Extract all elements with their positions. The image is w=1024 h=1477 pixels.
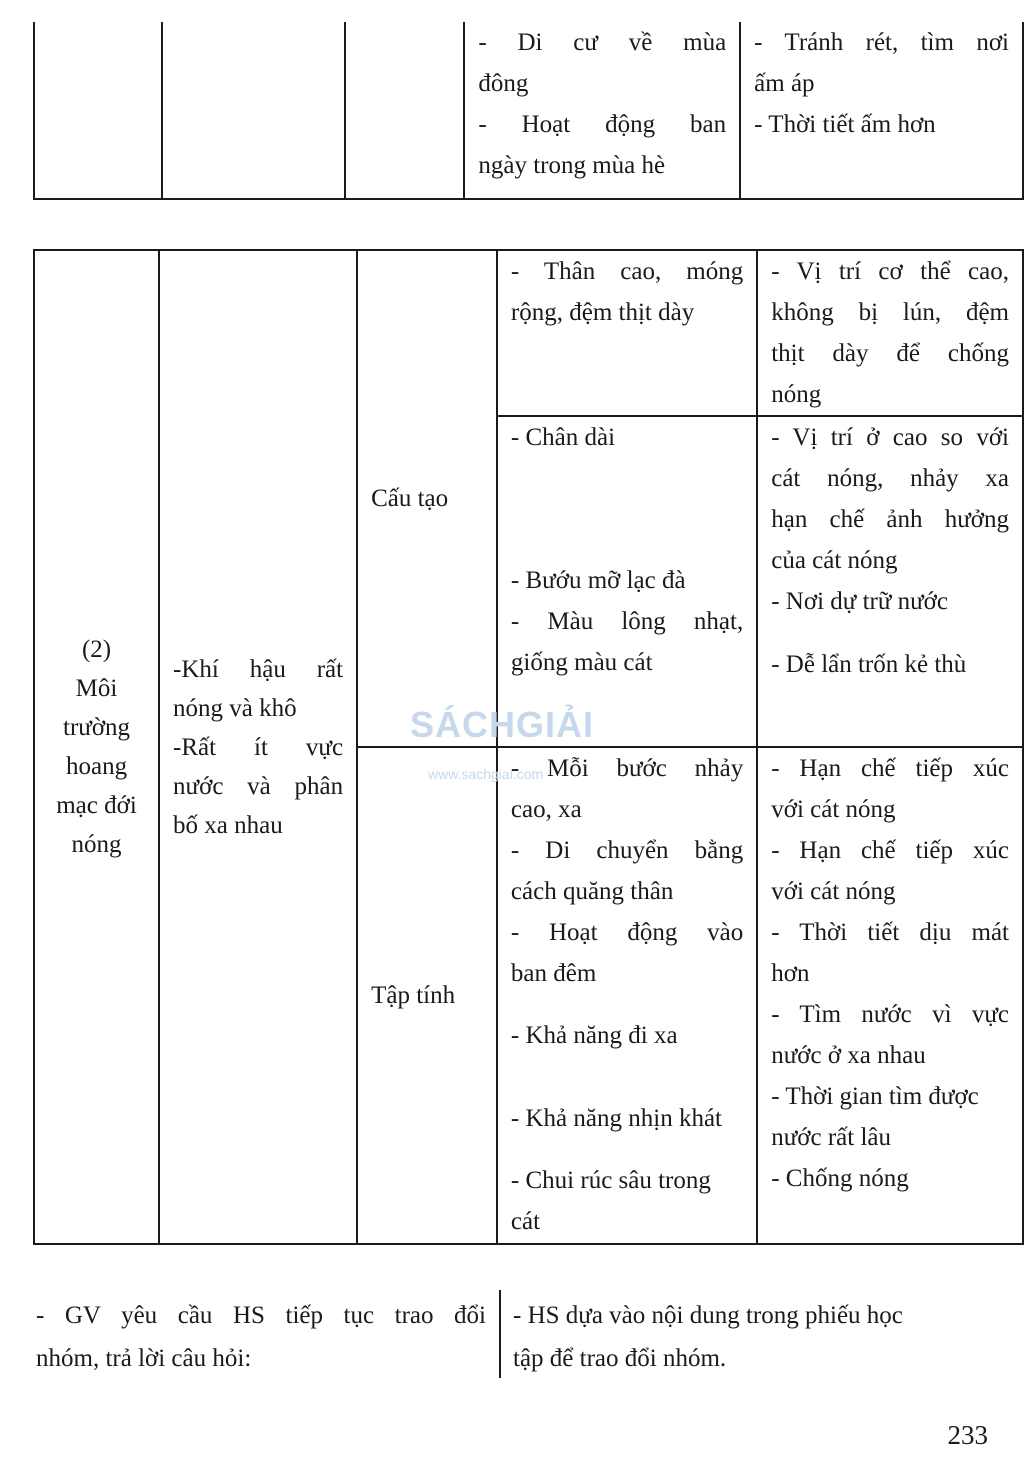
page-number: 233 <box>947 1420 988 1450</box>
cell-features: - Di cư về mùa đông - Hoạt động ban ngày trong mùa hè <box>464 22 740 199</box>
cell-climate: -Khí hậu rất nóng và khô -Rất ít vực nước và phân bố xa nhau <box>159 250 357 1244</box>
watermark: SÁCHGIẢI <box>410 704 595 745</box>
cell-empty <box>34 22 162 199</box>
cell-behavior-label: Tập tính <box>357 747 497 1244</box>
watermark-url: www.sachgiai.com <box>428 766 544 782</box>
cell-environment: (2) Môi trường hoang mạc đới nóng <box>34 250 159 1244</box>
adaptation-table <box>33 249 1024 1245</box>
cell-features: - Chân dài - Bướu mỡ lạc đà - Màu lông nhạt, giống màu cát <box>497 416 757 747</box>
cell-meaning: - Vị trí ở cao so với cát nóng, nhảy xa hạn chế ảnh hưởng của cát nóng - Nơi dự trữ nước - Dễ lẩn trốn kẻ thù <box>757 416 1023 747</box>
column-divider <box>499 1290 501 1378</box>
cell-meaning: - Hạn chế tiếp xúc với cát nóng - Hạn chế tiếp xúc với cát nóng - Thời tiết dịu mát hơn - Tìm nước vì vực nước ở xa nhau - Thời gian tìm được nước rất lâu - Chống nóng <box>757 747 1023 1244</box>
cell-empty <box>345 22 465 199</box>
cell-meaning: - Vị trí cơ thể cao, không bị lún, đệm thịt dày để chống nóng <box>757 250 1023 416</box>
teacher-column: - GV yêu cầu HS tiếp tục trao đổi nhóm, trả lời câu hỏi: <box>36 1302 486 1372</box>
cell-features: - Mỗi bước nhảy cao, xa - Di chuyển bằng cách quăng thân - Hoạt động vào ban đêm - Khả năng đi xa - Khả năng nhịn khát - Chui rúc sâu trong cát <box>497 747 757 1244</box>
student-column: - HS dựa vào nội dung trong phiếu học tập để trao đổi nhóm. <box>513 1302 903 1372</box>
cell-meaning: - Tránh rét, tìm nơi ấm áp - Thời tiết ấm hơn <box>740 22 1023 199</box>
cell-empty <box>162 22 344 199</box>
cell-structure-label: Cấu tạo <box>357 250 497 747</box>
table-row <box>34 22 1023 199</box>
table-row <box>34 250 1023 416</box>
cell-features: - Thân cao, móng rộng, đệm thịt dày <box>497 250 757 416</box>
table-continuation <box>33 22 1024 200</box>
